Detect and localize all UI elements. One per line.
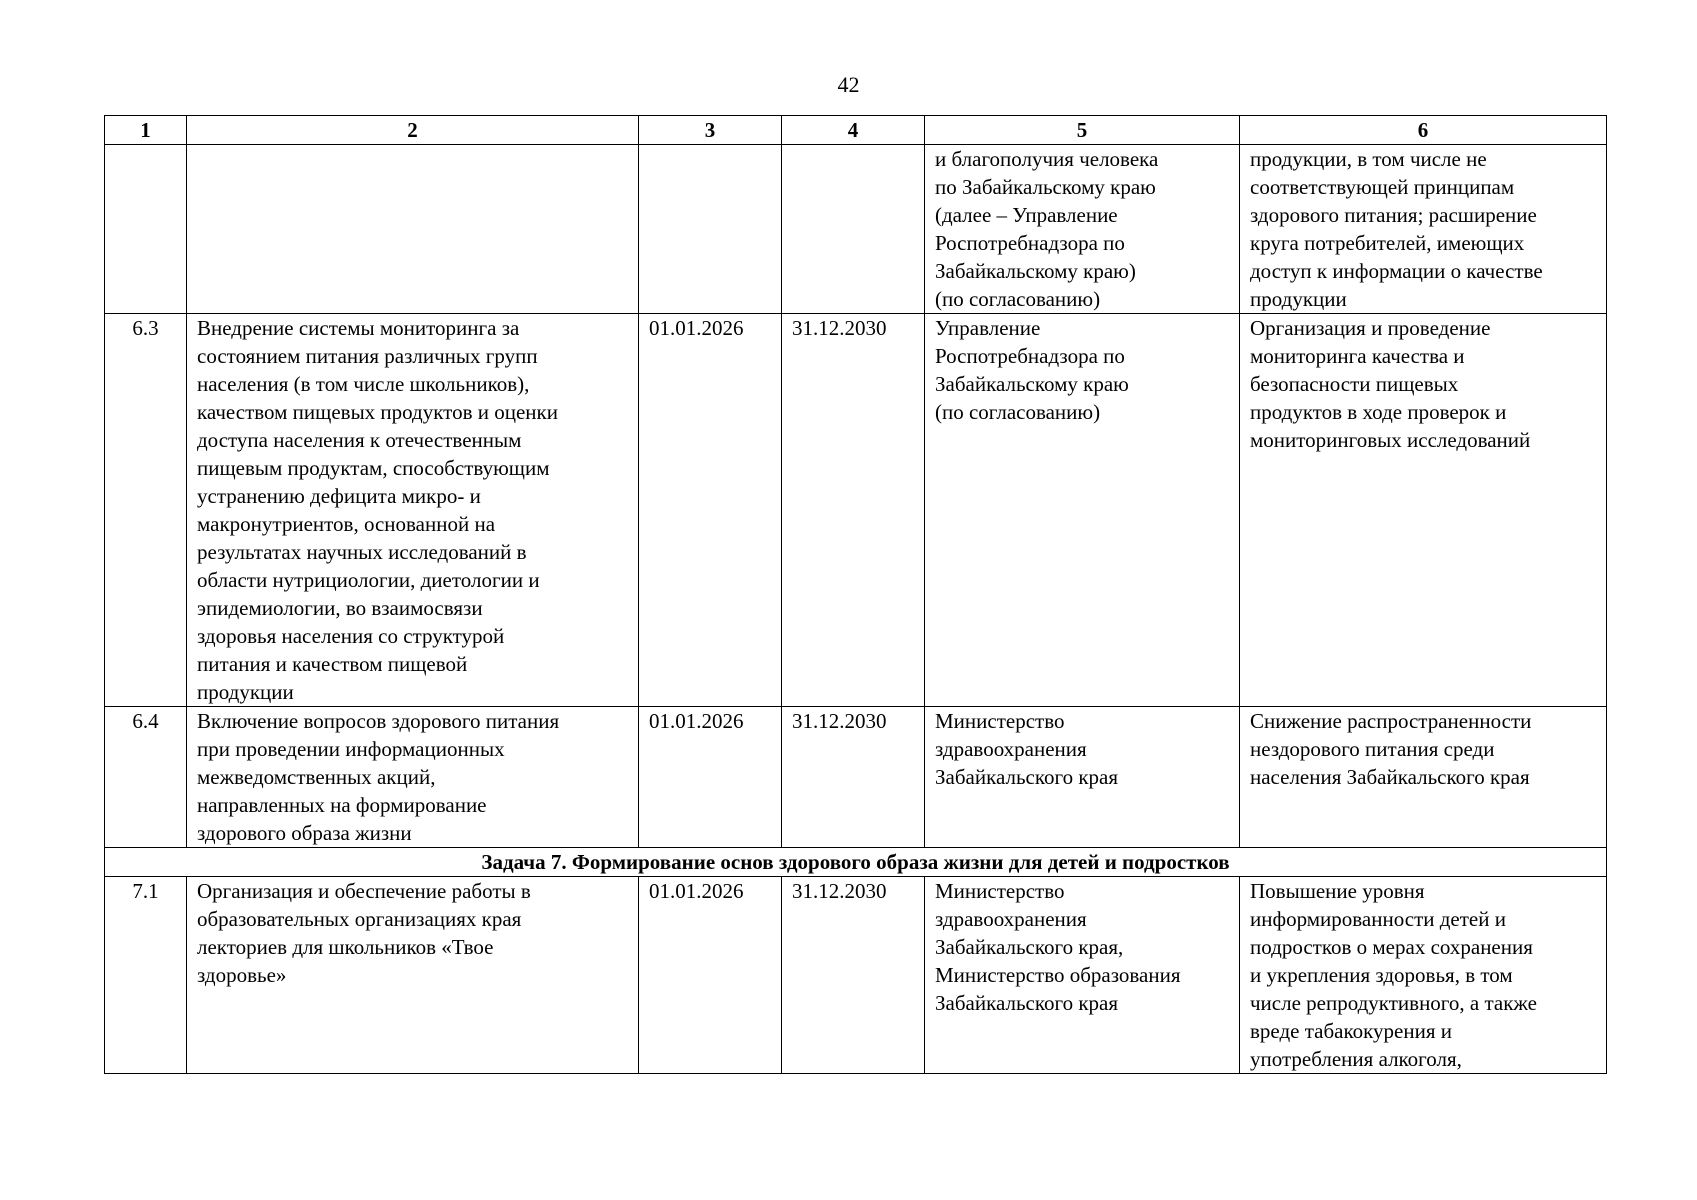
activity-cell: Организация и обеспечение работы в образовательных организациях края лекториев для школьников «Твое здоровье» (187, 877, 639, 1074)
column-header: 1 (105, 116, 187, 145)
table-row (105, 314, 1607, 707)
result-cell: Снижение распространенности нездорового питания среди населения Забайкальского края (1240, 707, 1607, 848)
end-date-cell: 31.12.2030 (782, 707, 925, 848)
row-number: 6.4 (105, 707, 187, 848)
end-date-cell (782, 145, 925, 314)
executor-cell: Управление Роспотребнадзора по Забайкальскому краю (по согласованию) (925, 314, 1240, 707)
result-cell: Повышение уровня информированности детей и подростков о мерах сохранения и укрепления здоровья, в том числе репродуктивного, а также вреде табакокурения и употребления алкоголя, (1240, 877, 1607, 1074)
table-row (105, 707, 1607, 848)
end-date-cell: 31.12.2030 (782, 314, 925, 707)
section-title: Задача 7. Формирование основ здорового образа жизни для детей и подростков (105, 848, 1607, 877)
table-row (105, 145, 1607, 314)
end-date-cell: 31.12.2030 (782, 877, 925, 1074)
header-row (105, 116, 1607, 145)
executor-cell: и благополучия человека по Забайкальскому краю (далее – Управление Роспотребнадзора по Забайкальскому краю) (по согласованию) (925, 145, 1240, 314)
action-plan-table (104, 115, 1607, 1074)
table-row (105, 877, 1607, 1074)
start-date-cell: 01.01.2026 (639, 314, 782, 707)
row-number: 7.1 (105, 877, 187, 1074)
executor-cell: Министерство здравоохранения Забайкальского края (925, 707, 1240, 848)
column-header: 3 (639, 116, 782, 145)
result-cell: продукции, в том числе не соответствующей принципам здорового питания; расширение круга потребителей, имеющих доступ к информации о качестве продукции (1240, 145, 1607, 314)
activity-cell (187, 145, 639, 314)
column-header: 6 (1240, 116, 1607, 145)
column-header: 2 (187, 116, 639, 145)
start-date-cell (639, 145, 782, 314)
page-number: 42 (837, 72, 860, 97)
start-date-cell: 01.01.2026 (639, 707, 782, 848)
section-row (105, 848, 1607, 877)
result-cell: Организация и проведение мониторинга качества и безопасности пищевых продуктов в ходе проверок и мониторинговых исследований (1240, 314, 1607, 707)
row-number: 6.3 (105, 314, 187, 707)
start-date-cell: 01.01.2026 (639, 877, 782, 1074)
row-number (105, 145, 187, 314)
column-header: 4 (782, 116, 925, 145)
column-header: 5 (925, 116, 1240, 145)
activity-cell: Внедрение системы мониторинга за состоянием питания различных групп населения (в том числе школьников), качеством пищевых продуктов и оценки доступа населения к отечественным пищевым продуктам, способствующим устранению дефицита микро- и макронутриентов, основанной на результатах научных исследований в области нутрициологии, диетологии и эпидемиологии, во взаимосвязи здоровья населения со структурой питания и качеством пищевой продукции (187, 314, 639, 707)
activity-cell: Включение вопросов здорового питания при проведении информационных межведомственных акций, направленных на формирование здорового образа жизни (187, 707, 639, 848)
executor-cell: Министерство здравоохранения Забайкальского края, Министерство образования Забайкальского края (925, 877, 1240, 1074)
